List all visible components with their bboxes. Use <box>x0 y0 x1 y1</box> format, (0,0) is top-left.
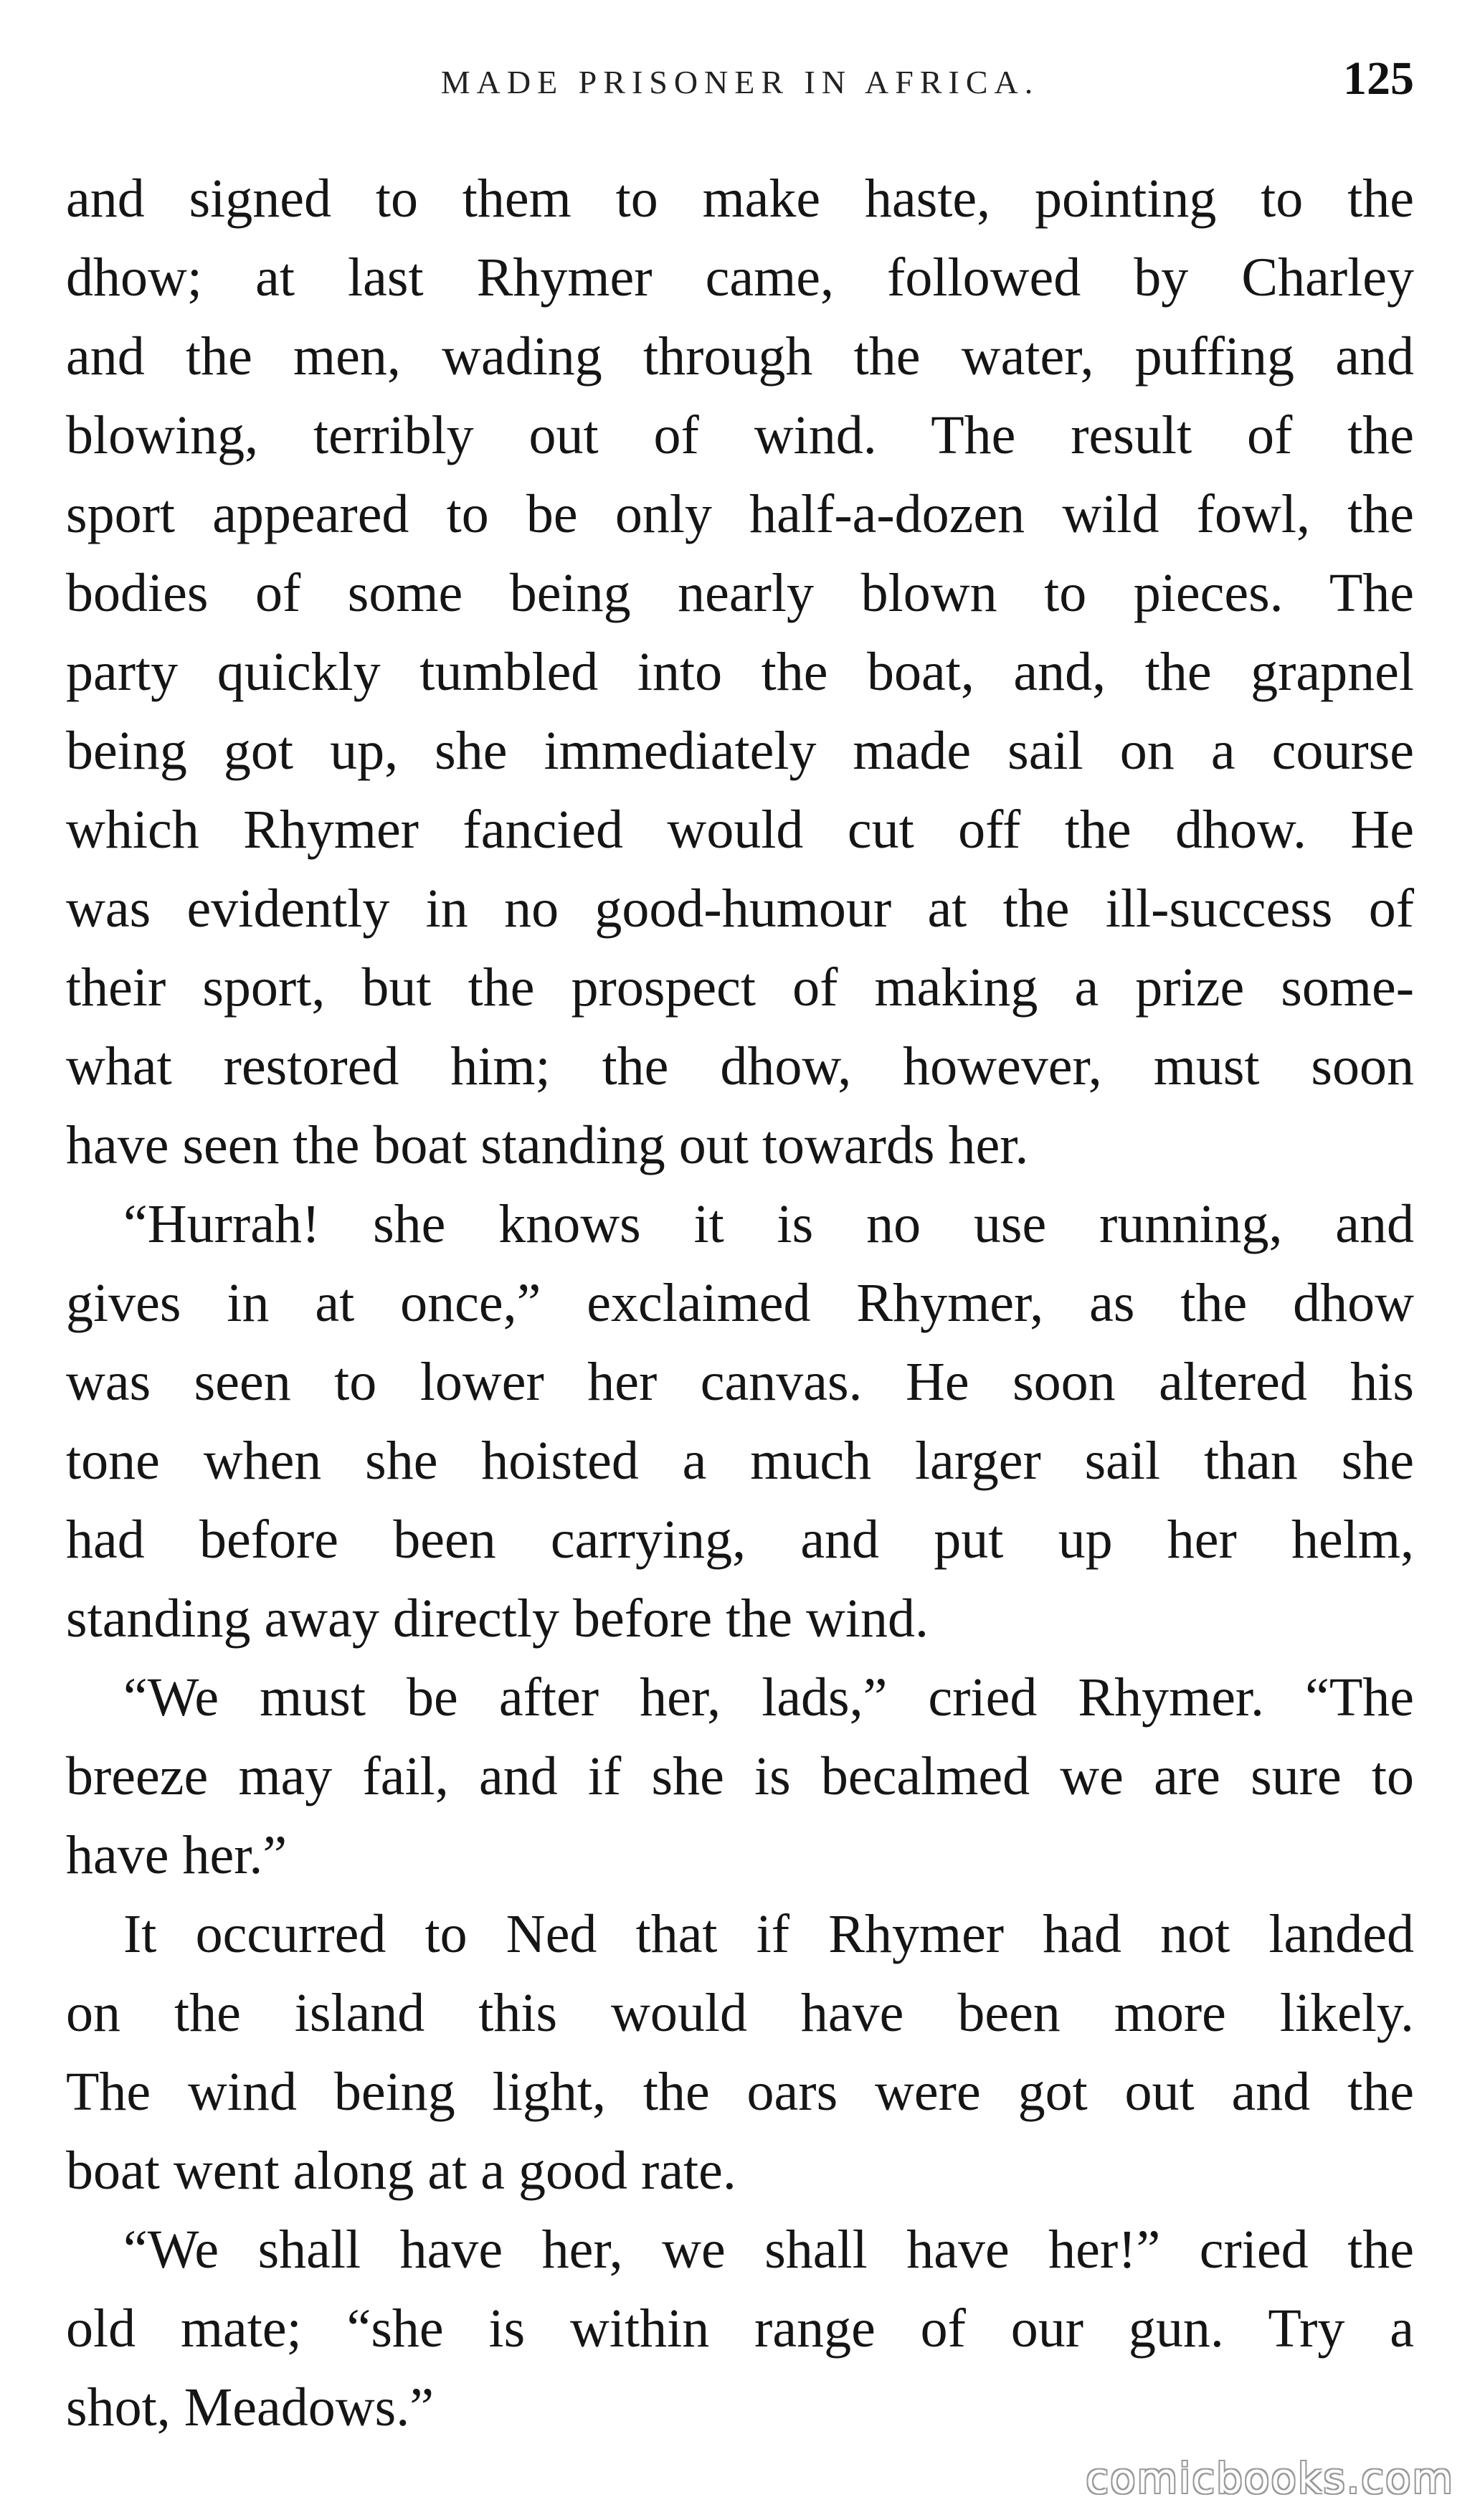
text-line: “Hurrah! she knows it is no use running, and <box>123 1194 1414 1254</box>
text-line: was seen to lower her canvas. He soon altered his <box>66 1352 1414 1412</box>
text-line: what restored him; the dhow, however, must soon <box>66 1036 1414 1096</box>
text-line: breeze may fail, and if she is becalmed we are sure to <box>66 1746 1414 1806</box>
text-line: standing away directly before the wind. <box>66 1588 929 1649</box>
text-line: bodies of some being nearly blown to pieces. The <box>66 563 1414 623</box>
text-line: tone when she hoisted a much larger sail than she <box>66 1431 1414 1491</box>
text-line: “We shall have her, we shall have her!” cried the <box>123 2220 1414 2280</box>
body-text <box>66 159 1414 2447</box>
running-head: MADE PRISONER IN AFRICA. <box>440 64 1040 100</box>
text-line: party quickly tumbled into the boat, and, the grapnel <box>66 642 1414 702</box>
text-line: on the island this would have been more likely. <box>66 1983 1414 2043</box>
text-line: blowing, terribly out of wind. The result of the <box>66 405 1414 465</box>
text-line: shot, Meadows.” <box>66 2377 434 2438</box>
text-line: dhow; at last Rhymer came, followed by Charley <box>66 247 1414 308</box>
text-line: “We must be after her, lads,” cried Rhymer. “The <box>123 1667 1414 1728</box>
text-line: which Rhymer fancied would cut off the dhow. He <box>66 800 1414 860</box>
text-line: and signed to them to make haste, pointing to the <box>66 169 1414 229</box>
text-line: It occurred to Ned that if Rhymer had not landed <box>123 1904 1414 1964</box>
text-line: The wind being light, the oars were got out and the <box>66 2062 1414 2122</box>
text-line: their sport, but the prospect of making a prize some- <box>66 957 1414 1018</box>
text-line: old mate; “she is within range of our gun. Try a <box>66 2298 1414 2359</box>
watermark: comicbooks.com <box>1086 2454 1454 2503</box>
text-line: had before been carrying, and put up her helm, <box>66 1510 1414 1570</box>
text-line: boat went along at a good rate. <box>66 2141 736 2201</box>
page-number: 125 <box>1343 52 1414 105</box>
page-header <box>66 42 1414 120</box>
text-line: sport appeared to be only half-a-dozen wild fowl, the <box>66 484 1414 544</box>
text-line: and the men, wading through the water, puffing and <box>66 326 1414 387</box>
text-line: have seen the boat standing out towards her. <box>66 1115 1029 1175</box>
text-line: being got up, she immediately made sail on a course <box>66 721 1414 781</box>
text-line: gives in at once,” exclaimed Rhymer, as the dhow <box>66 1273 1414 1333</box>
text-line: have her.” <box>66 1825 288 1885</box>
text-line: was evidently in no good-humour at the ill-success of <box>66 878 1414 939</box>
